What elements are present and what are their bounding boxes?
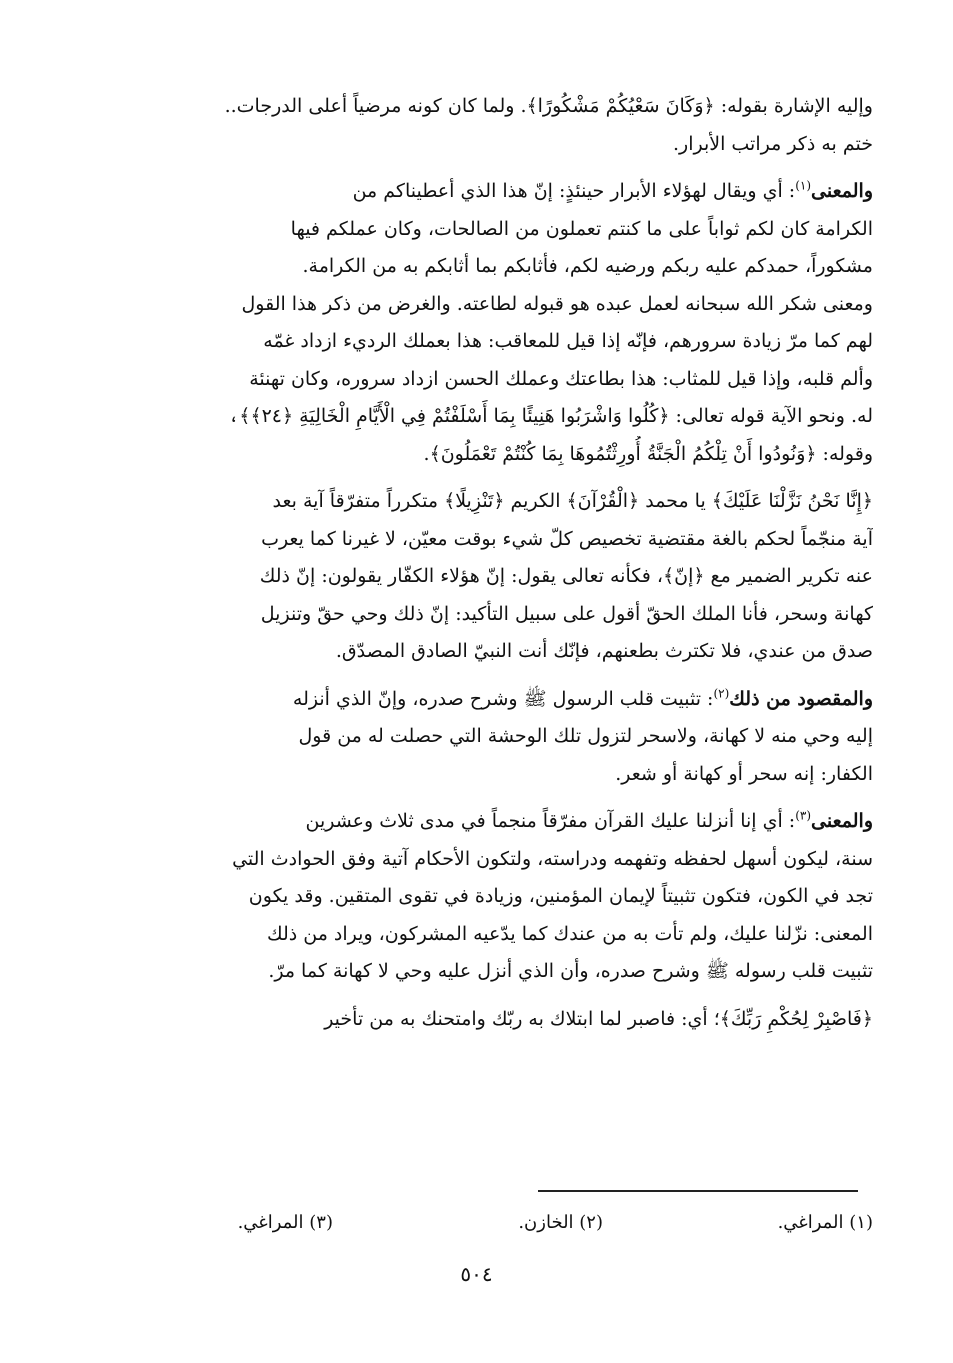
footnote-marker: (٢) (713, 686, 730, 701)
text-line: وإليه الإشارة بقوله: ﴿وَكَانَ سَعْيُكُمْ مَشْكُورًا﴾. ولما كان كونه مرضياً أعلى الدرجات.. (224, 95, 873, 117)
text-line: الكفار: إنه سحر أو كهانة أو شعر. (615, 762, 873, 785)
text-line: لهم كما مرّ زيادة سرورهم، فإنّه إذا قيل للمعاقب: هذا بعملك الرديء ازداد غمّه (263, 330, 873, 352)
footnote-2: (٢) الخازن. (518, 1212, 603, 1233)
text-line: وقوله: ﴿وَنُودُوا أَنْ تِلْكُمُ الْجَنَّةُ أُورِثْتُمُوهَا بِمَا كُنْتُمْ تَعْمَلُونَ﴾. (423, 442, 873, 465)
text-line (80, 803, 873, 841)
text-line: المعنى: نزّلنا عليك، ولم تأت به من عندك كما يدّعيه المشركون، ويراد من ذلك (266, 922, 873, 945)
footnote-3: (٣) المراغي. (237, 1212, 333, 1233)
line-rest: : تثبيت قلب الرسول ﷺ وشرح صدره، وإنّ الذي أنزله (292, 687, 714, 710)
paragraph-lead: والمعنى (811, 810, 873, 832)
text-line: ختم به ذكر مراتب الأبرار. (672, 132, 873, 155)
footnote-marker: (١) (795, 178, 812, 193)
text-line (80, 173, 873, 211)
paragraph-4 (80, 681, 873, 794)
page-number: ٥٠٤ (460, 1262, 493, 1286)
text-line: ﴿إِنَّا نَحْنُ نَزَّلْنَا عَلَيْكَ﴾ يا محمد ﴿الْقُرْآنَ﴾ الكريم ﴿تَنْزِيلًا﴾ متكرراً متفرّقاً آية بعد (272, 490, 873, 512)
paragraph-6 (80, 1001, 873, 1039)
text-line: مشكوراً، حمدكم عليه ربكم ورضيه لكم، فأثابكم بما أثابكم به من الكرامة. (302, 255, 873, 277)
text-line: وألم قلبه، وإذا قيل للمثاب: هذا بطاعتك وعملك الحسن ازداد سروره، وكان تهنئة (249, 367, 873, 390)
line-rest: : أي إنا أنزلنا عليك القرآن مفرّقاً منجماً في مدى ثلاث وعشرين (305, 810, 796, 832)
text-line: تثبيت قلب رسوله ﷺ وشرح صدره، وأن الذي أنزل عليه وحي لا كهانة كما مرّ. (268, 960, 873, 982)
text-line: كهانة وسحر، فأنا الملك الحقّ أقول على سبيل التأكيد: إنّ ذلك وحي حقّ وتنزيل (260, 602, 873, 625)
text-line: عنه تكرير الضمير مع ﴿إنّ﴾، فكأنه تعالى يقول: إنّ هؤلاء الكفّار يقولون: إنّ ذلك (259, 565, 873, 587)
paragraph-lead: والمعنى (811, 180, 873, 202)
line-rest: : أي ويقال لهؤلاء الأبرار حينئذٍ: إنّ هذا الذي أعطيناكم من (352, 180, 796, 202)
text-line (80, 681, 873, 719)
text-line: سنة، ليكون أسهل لحفظه وتفهمه ودراسته، ولتكون الأحكام آتية وفق الحوادث التي (232, 847, 873, 870)
paragraph-1 (80, 88, 873, 163)
text-line: صدق من عندي، فلا تكترث بطعنهم، فإنّك أنت النبيّ الصادق المصدّق. (335, 640, 873, 662)
footnotes (80, 1212, 873, 1242)
paragraph-2 (80, 173, 873, 473)
footnote-divider (538, 1190, 858, 1192)
text-line: الكرامة كان لكم ثواباً على ما كنتم تعملون من الصالحات، وكان عملكم فيها (290, 217, 873, 240)
text-line: ﴿فَاصْبِرْ لِحُكْمِ رَبِّكَ﴾؛ أي: فاصبر لما ابتلاك به ربّك وامتحنك به من تأخير (324, 1007, 873, 1030)
text-line: آية منجّماً لحكم بالغة مقتضية تخصيص كلّ شيء بوقت معيّن، لا غيرنا كما يعرب (261, 527, 873, 550)
text-line: إليه وحي منه لا كهانة، ولاسحر لتزول تلك الوحشة التي حصلت له من قول (298, 725, 873, 747)
paragraph-5 (80, 803, 873, 991)
footnote-marker: (٣) (795, 808, 812, 823)
paragraph-lead: والمقصود من ذلك (729, 687, 873, 710)
paragraph-3 (80, 483, 873, 671)
footnote-1: (١) المراغي. (777, 1212, 873, 1233)
text-line: تجد في الكون، فتكون تثبيتاً لإيمان المؤمنين، وزيادة في تقوى المتقين. وقد يكون (248, 885, 873, 907)
text-line: ومعنى شكر الله سبحانه لعمل عبده هو قبوله لطاعته. والغرض من ذكر هذا القول (241, 292, 873, 315)
text-line: له. ونحو الآية قوله تعالى: ﴿كُلُوا وَاشْرَبُوا هَنِيئًا بِمَا أَسْلَفْتُمْ فِي الْأَيَّامِ الْخَالِيَةِ ﴿٢٤﴾﴾، (228, 405, 873, 427)
body-text (80, 88, 873, 1048)
